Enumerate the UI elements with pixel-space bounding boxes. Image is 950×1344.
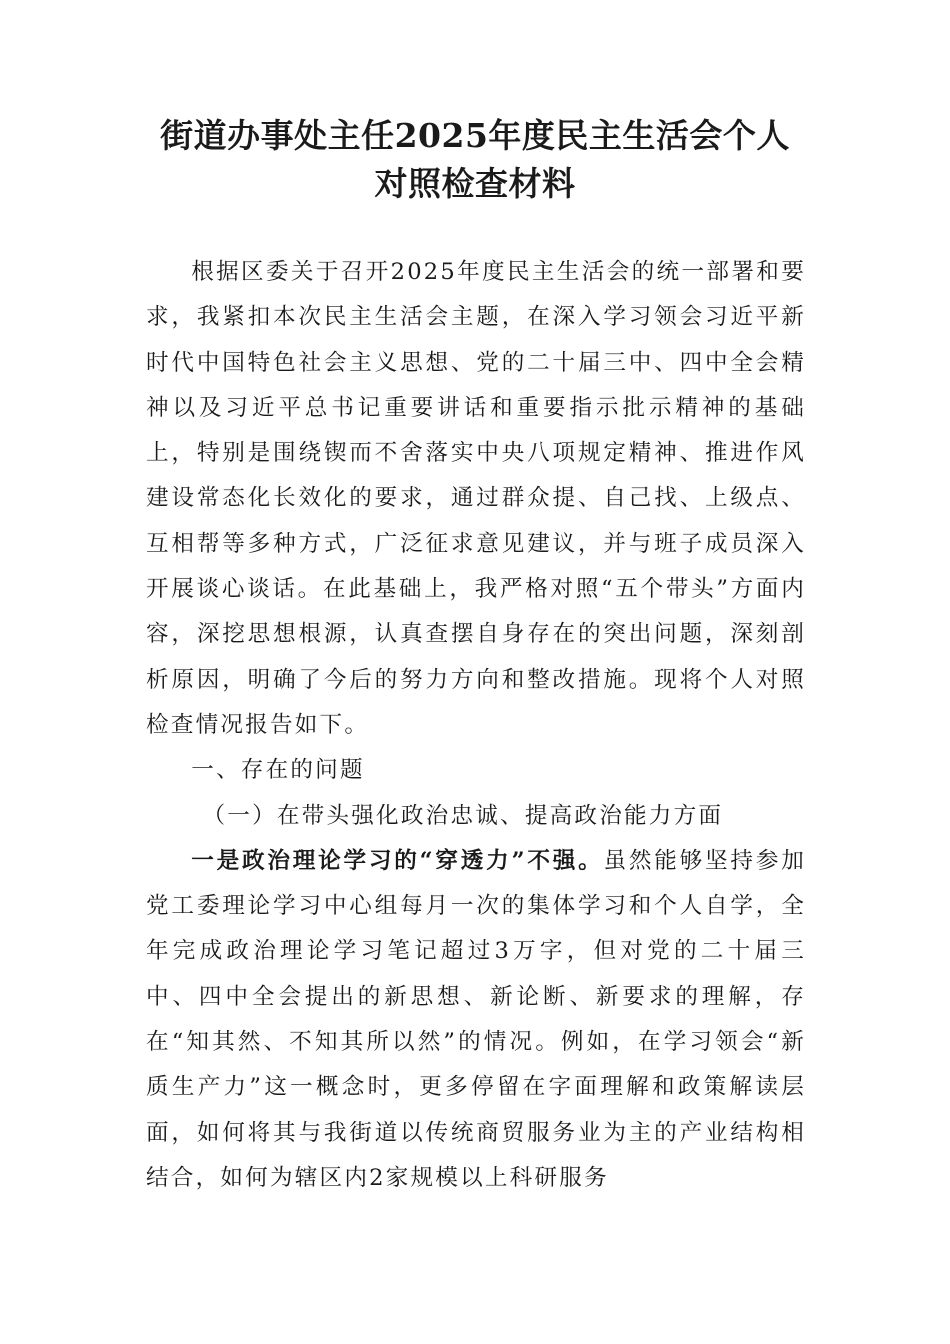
intro-paragraph: 根据区委关于召开2025年度民主生活会的统一部署和要求，我紧扣本次民主生活会主题，在深入学习领会习近平新时代中国特色社会主义思想、党的二十届三中、四中全会精神以及习近平总书记重要讲话和重要指示批示精神的基础上，特别是围绕锲而不舍落实中央八项规定精神、推进作风建设常态化长效化的要求，通过群众提、自己找、上级点、互相帮等多种方式，广泛征求意见建议，并与班子成员深入开展谈心谈话。在此基础上，我严格对照“五个带头”方面内容，深挖思想根源，认真查摆自身存在的突出问题，深刻剖析原因，明确了今后的努力方向和整改措施。现将个人对照检查情况报告如下。: [146, 259, 806, 738]
subsection-heading-political: （一）在带头强化政治忠诚、提高政治能力方面: [202, 802, 724, 829]
point-1-paragraph: [146, 839, 806, 1201]
document-body: [146, 250, 806, 1201]
title-line-2: 对照检查材料: [374, 164, 576, 203]
title-line-1: 街道办事处主任2025年度民主生活会个人: [160, 116, 790, 155]
section-heading-problems: 一、存在的问题: [191, 757, 365, 784]
point-1-text: 虽然能够坚持参加党工委理论学习中心组每月一次的集体学习和个人自学，全年完成政治理论学习笔记超过3万字，但对党的二十届三中、四中全会提出的新思想、新论断、新要求的理解，存在“知其然、不知其所以然”的情况。例如，在学习领会“新质生产力”这一概念时，更多停留在字面理解和政策解读层面，如何将其与我街道以传统商贸服务业为主的产业结构相结合，如何为辖区内2家规模以上科研服务: [146, 847, 806, 1191]
point-1-lead: 一是政治理论学习的“穿透力”不强。: [191, 847, 604, 874]
document-title: [120, 112, 830, 208]
